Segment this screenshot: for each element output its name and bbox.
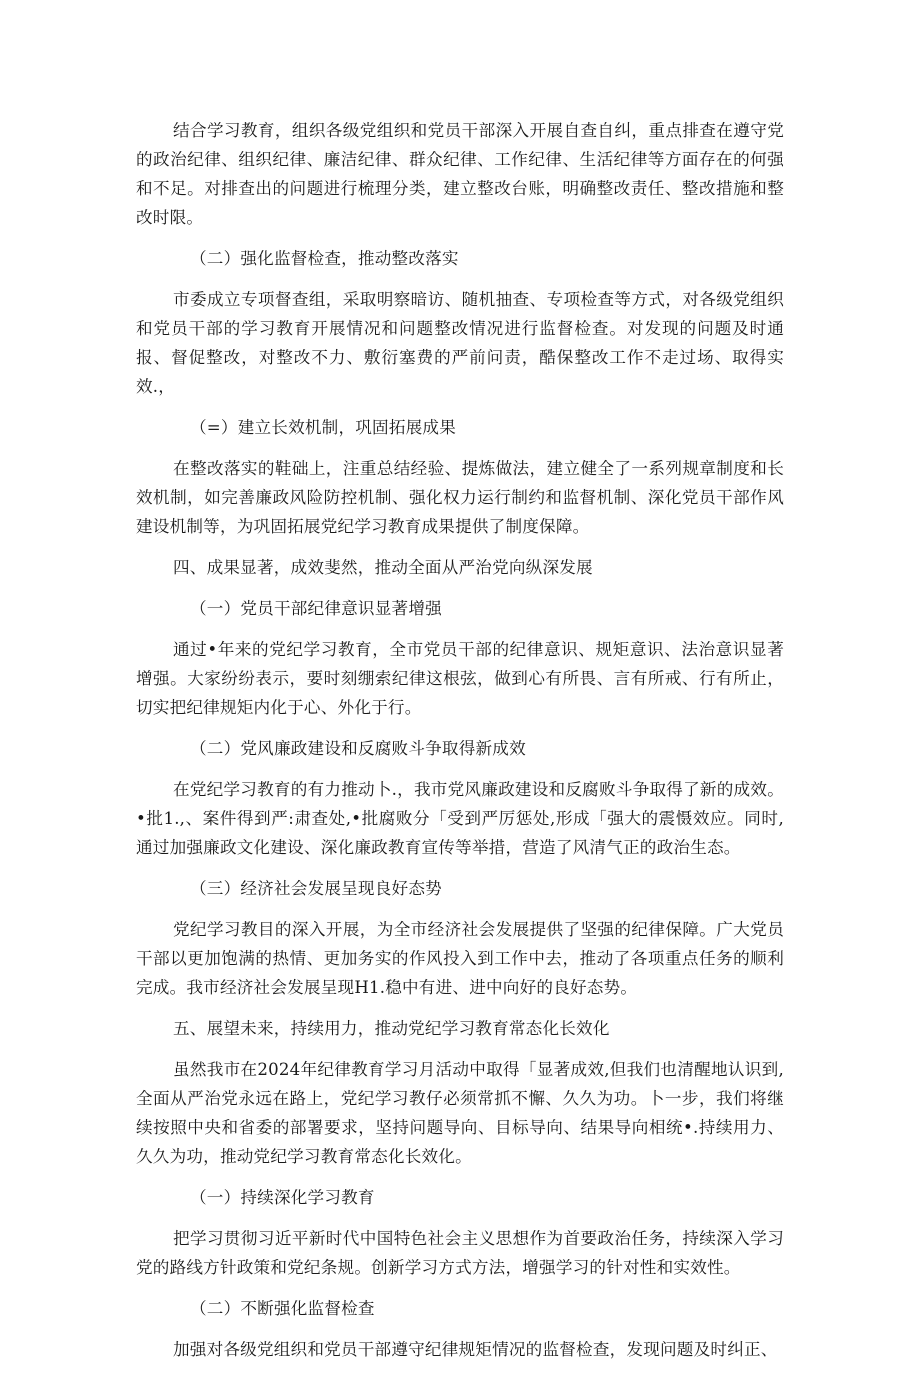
subheading-strengthen-supervision: （二）不断强化监督检查 bbox=[190, 1299, 375, 1318]
paragraph-self-inspection: 结合学习教育，组织各级党组织和党员干部深入开展自查自纠，重点排查在遵守党的政治纪律、组织纪律、廉洁纪律、群众纪律、工作纪律、生活纪律等方面存在的何强和不足。对排查出的问题进行梳理分类，建立整改台账，明确整改责任、整改措施和整改时限。 bbox=[136, 121, 784, 227]
paragraph-mechanism: 在整改落实的鞋础上，注重总结经验、提炼做法，建立健全了一系列规章制度和长效机制，如完善廉政风险防控机制、强化权力运行制约和监督机制、深化党员干部作风建设机制等，为巩固拓展党纪学习教育成果提供了制度保障。 bbox=[136, 459, 784, 536]
paragraph-outlook: 虽然我市在2024年纪律教育学习月活动中取得「显著成效,但我们也清醒地认识到,全面从严治党永远在路上，党纪学习教仔必须常抓不懈、久久为功。卜一步，我们将继续按照中央和省委的部署要求，坚持问题导向、目标导向、结果导向相统•.持续用力、久久为功，推动党纪学习教育常态化长效化。 bbox=[136, 1060, 784, 1166]
subheading-supervision: （二）强化监督检查，推动整改落实 bbox=[190, 249, 459, 268]
document-page bbox=[136, 116, 784, 1376]
paragraph-anti-corruption: 在党纪学习教育的有力推动卜.，我市党风廉政建设和反腐败斗争取得了新的成效。•批1.,、案件得到严:肃查处,•批腐败分「受到严厉惩处,形成「强大的震慑效应。同时,通过加强廉政文化建设、深化廉政教育宣传等举措，营造了风清气正的政治生态。 bbox=[136, 780, 784, 857]
subheading-anti-corruption: （二）党风廉政建设和反腐败斗争取得新成效 bbox=[190, 739, 526, 758]
paragraph-deepen-learning: 把学习贯彻习近平新时代中国特色社会主义思想作为首要政治任务，持续深入学习党的路线方针政策和党纪条规。创新学习方式方法，增强学习的针对性和实效性。 bbox=[136, 1229, 784, 1277]
subheading-economic-development: （三）经济社会发展呈现良好态势 bbox=[190, 879, 442, 898]
subheading-long-term-mechanism: （=）建立长效机制，巩固拓展成果 bbox=[190, 418, 457, 437]
section-heading-outlook: 五、展望未来，持续用力，推动党纪学习教育常态化长效化 bbox=[173, 1019, 610, 1038]
paragraph-economic-development: 党纪学习教目的深入开展，为全市经济社会发展提供了坚强的纪律保障。广大党员干部以更加饱满的热情、更加务实的作风投入到工作中去，推动了各项重点任务的顺利完成。我市经济社会发展呈现H1.稳中有进、进中向好的良好态势。 bbox=[136, 920, 784, 997]
paragraph-strengthen-supervision: 加强对各级党组织和党员干部遵守纪律规矩情况的监督检查，发现问题及时纠正、 bbox=[173, 1340, 778, 1359]
paragraph-inspection-group: 市委成立专项督查组，采取明察暗访、随机抽查、专项检查等方式，对各级党组织和党员干部的学习教育开展情况和问题整改情况进行监督检查。对发现的问题及时通报、督促整改，对整改不力、敷衍塞费的严前问责，酷保整改工作不走过场、取得实效.， bbox=[136, 290, 784, 396]
subheading-discipline-awareness: （一）党员干部纪律意识显著增强 bbox=[190, 599, 442, 618]
section-heading-results: 四、成果显著，成效斐然，推动全面从严治党向纵深发展 bbox=[173, 558, 593, 577]
subheading-deepen-learning: （一）持续深化学习教育 bbox=[190, 1188, 375, 1207]
paragraph-discipline-awareness: 通过•年来的党纪学习教育，全市党员干部的纪律意识、规矩意识、法治意识显著增强。大家纷纷表示，要时刻绷索纪律这根弦，做到心有所畏、言有所戒、行有所止，切实把纪律规矩内化于心、外化于行。 bbox=[136, 640, 784, 717]
